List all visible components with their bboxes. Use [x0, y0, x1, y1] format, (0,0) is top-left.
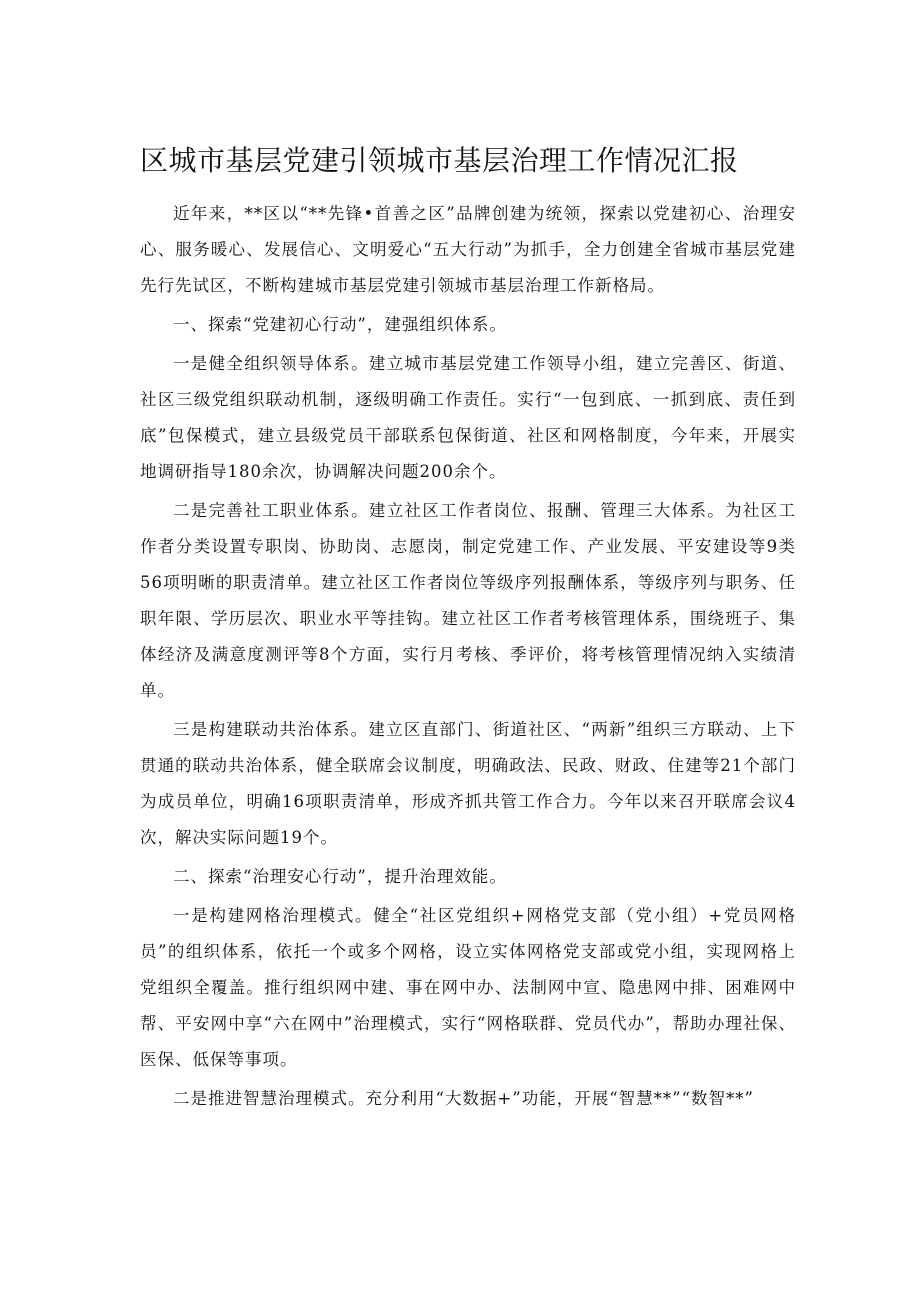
document-body [140, 196, 796, 1117]
paragraph: 二是完善社工职业体系。建立社区工作者岗位、报酬、管理三大体系。为社区工作者分类设置专职岗、协助岗、志愿岗，制定党建工作、产业发展、平安建设等9类56项明晰的职责清单。建立社区工作者岗位等级序列报酬体系，等级序列与职务、任职年限、学历层次、职业水平等挂钩。建立社区工作者考核管理体系，围绕班子、集体经济及满意度测评等8个方面，实行月考核、季评价，将考核管理情况纳入实绩清单。 [140, 501, 796, 700]
paragraph: 三是构建联动共治体系。建立区直部门、街道社区、“两新”组织三方联动、上下贯通的联动共治体系，健全联席会议制度，明确政法、民政、财政、住建等21个部门为成员单位，明确16项职责清单，形成齐抓共管工作合力。今年以来召开联席会议4次，解决实际问题19个。 [140, 720, 796, 847]
paragraph: 一是健全组织领导体系。建立城市基层党建工作领导小组，建立完善区、街道、社区三级党组织联动机制，逐级明确工作责任。实行“一包到底、一抓到底、责任到底”包保模式，建立县级党员干部联系包保街道、社区和网格制度，今年来，开展实地调研指导180余次，协调解决问题200余个。 [140, 354, 796, 481]
paragraph: 二是推进智慧治理模式。充分利用“大数据+”功能，开展“智慧**”“数智**” [173, 1089, 754, 1108]
paragraph: 一是构建网格治理模式。健全“社区党组织+网格党支部（党小组）+党员网格员”的组织体系，依托一个或多个网格，设立实体网格党支部或党小组，实现网格上党组织全覆盖。推行组织网中建、事在网中办、法制网中宣、隐患网中排、困难网中帮、平安网中享“六在网中”治理模式，实行“网格联群、党员代办”，帮助办理社保、医保、低保等事项。 [140, 906, 796, 1069]
section-heading-1: 一、探索“党建初心行动”，建强组织体系。 [173, 315, 507, 334]
section-heading-2: 二、探索“治理安心行动”，提升治理效能。 [173, 867, 507, 886]
paragraph-intro: 近年来，**区以“**先锋•首善之区”品牌创建为统领，探索以党建初心、治理安心、服务暖心、发展信心、文明爱心“五大行动”为抓手，全力创建全省城市基层党建先行先试区，不断构建城市基层党建引领城市基层治理工作新格局。 [140, 204, 796, 295]
document-title: 区城市基层党建引领城市基层治理工作情况汇报 [140, 144, 739, 177]
